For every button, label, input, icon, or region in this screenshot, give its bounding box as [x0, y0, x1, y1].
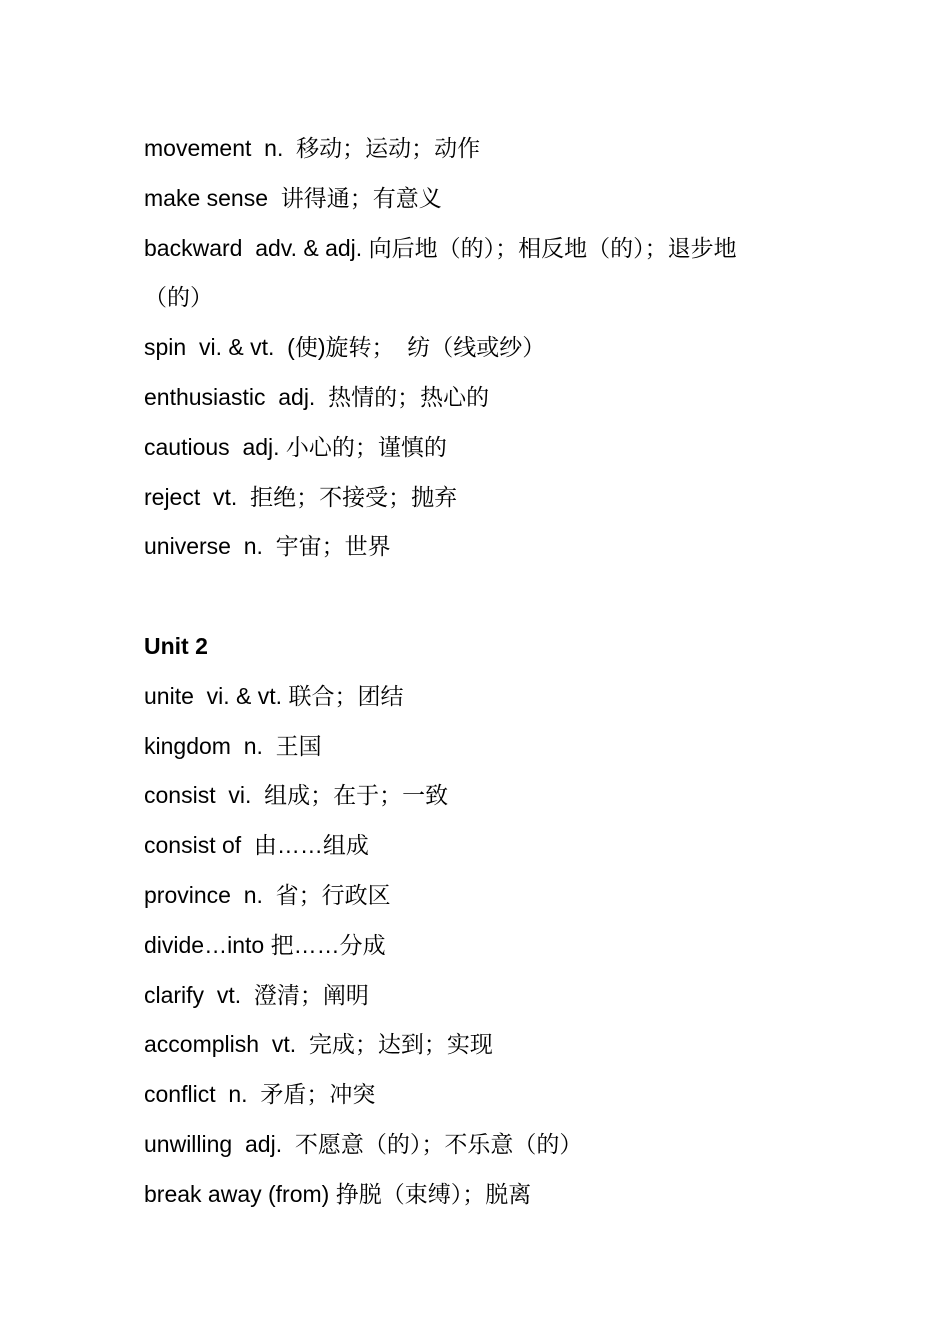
vocab-entry-cautious: cautious adj. 小心的；谨慎的: [144, 433, 447, 460]
vocab-entry-spin: spin vi. & vt. (使)旋转； 纺（线或纱）: [144, 334, 546, 361]
vocab-entry-universe: universe n. 宇宙；世界: [144, 533, 391, 560]
vocab-entry-break-away: break away (from) 挣脱（束缚）；脱离: [144, 1180, 532, 1207]
unit2-heading: Unit 2: [144, 633, 208, 659]
vocab-entry-clarify: clarify vt. 澄清；阐明: [144, 981, 369, 1008]
vocab-entry-conflict: conflict n. 矛盾；冲突: [144, 1081, 376, 1108]
vocab-entry-enthusiastic: enthusiastic adj. 热情的；热心的: [144, 383, 490, 410]
vocab-entry-consist: consist vi. 组成；在于；一致: [144, 782, 449, 809]
unit2-section: [144, 622, 824, 1220]
vocab-entry-kingdom: kingdom n. 王国: [144, 732, 322, 759]
vocab-entry-consist-of: consist of 由……组成: [144, 832, 369, 859]
unit1-vocabulary-list: [144, 124, 824, 572]
vocab-entry-accomplish: accomplish vt. 完成；达到；实现: [144, 1031, 493, 1058]
vocab-entry-backward: backward adv. & adj. 向后地（的）；相反地（的）；退步地: [144, 234, 737, 261]
vocab-entry-divide-into: divide…into 把……分成: [144, 931, 386, 958]
vocab-entry-unwilling: unwilling adj. 不愿意（的）；不乐意（的）: [144, 1130, 583, 1157]
vocab-entry-reject: reject vt. 拒绝；不接受；抛弃: [144, 483, 458, 510]
vocab-entry-province: province n. 省；行政区: [144, 881, 391, 908]
vocab-entry-movement: movement n. 移动；运动；动作: [144, 135, 481, 161]
vocab-entry-backward-continued: （的）: [144, 284, 213, 311]
vocab-entry-make-sense: make sense 讲得通；有意义: [144, 184, 442, 211]
vocab-entry-unite: unite vi. & vt. 联合；团结: [144, 682, 404, 709]
